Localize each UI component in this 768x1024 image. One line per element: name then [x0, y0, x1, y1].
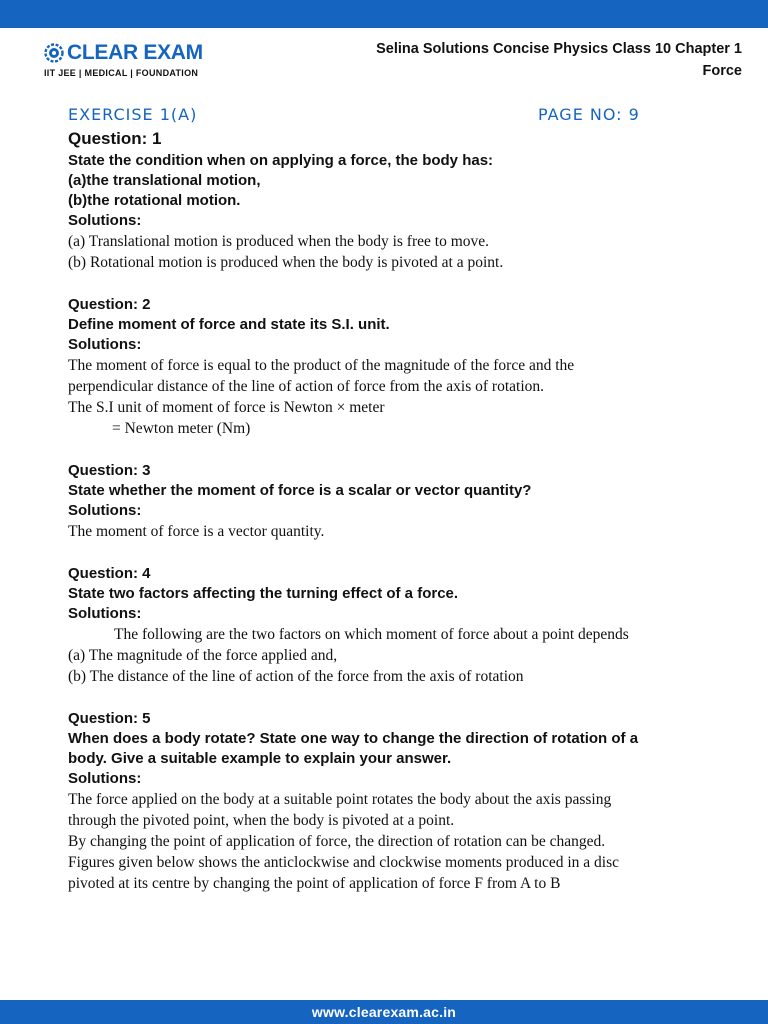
answer-line: = Newton meter (Nm) [112, 420, 251, 437]
question-3-label: Question: 3 [68, 462, 151, 479]
footer-url-link[interactable]: www.clearexam.ac.in [311, 1004, 457, 1020]
answer-line: The following are the two factors on which moment of force about a point depends [114, 626, 629, 643]
question-1-line: State the condition when on applying a force, the body has: [68, 152, 494, 169]
answer-line: (a) Translational motion is produced when the body is free to move. [68, 233, 490, 250]
answer-line: through the pivoted point, when the body is pivoted at a point. [68, 812, 455, 829]
question-4-label: Question: 4 [68, 565, 151, 582]
solutions-label: Solutions: [68, 502, 142, 519]
clear-exam-logo [44, 40, 204, 82]
answer-line: The force applied on the body at a suitable point rotates the body about the axis passing [68, 791, 612, 808]
answer-line: Figures given below shows the anticlockwise and clockwise moments produced in a disc [68, 854, 619, 871]
footer-bar [0, 1000, 768, 1024]
question-2-text: Define moment of force and state its S.I. unit. [68, 316, 390, 333]
answer-line: (b) Rotational motion is produced when the body is pivoted at a point. [68, 254, 504, 271]
title-line-1: Selina Solutions Concise Physics Class 10 Chapter 1 [376, 41, 742, 57]
answer-line: (a) The magnitude of the force applied and, [68, 647, 338, 664]
question-1-label: Question: 1 [68, 129, 162, 148]
question-4-text: State two factors affecting the turning effect of a force. [68, 585, 459, 602]
document-content [68, 127, 698, 894]
question-2-label: Question: 2 [68, 296, 151, 313]
logo-title: CLEAR EXAM [67, 41, 203, 64]
answer-line: perpendicular distance of the line of action of force from the axis of rotation. [68, 378, 545, 395]
solutions-label: Solutions: [68, 605, 142, 622]
question-1-line: (a)the translational motion, [68, 172, 261, 189]
answer-line: The moment of force is a vector quantity. [68, 523, 325, 540]
question-5-line: When does a body rotate? State one way to change the direction of rotation of a [68, 730, 639, 747]
title-line-2: Force [702, 63, 742, 79]
answer-line: (b) The distance of the line of action of the force from the axis of rotation [68, 668, 524, 685]
solutions-label: Solutions: [68, 212, 142, 229]
exercise-label: EXERCISE 1(A) [68, 105, 198, 124]
gear-globe-icon [44, 43, 64, 63]
answer-line: The moment of force is equal to the product of the magnitude of the force and the [68, 357, 575, 374]
question-5-label: Question: 5 [68, 710, 151, 727]
document-title [322, 38, 742, 82]
question-3-text: State whether the moment of force is a scalar or vector quantity? [68, 482, 532, 499]
solutions-label: Solutions: [68, 770, 142, 787]
answer-line: pivoted at its centre by changing the point of application of force F from A to B [68, 875, 561, 892]
answer-line: The S.I unit of moment of force is Newton × meter [68, 399, 385, 416]
solutions-label: Solutions: [68, 336, 142, 353]
question-1-line: (b)the rotational motion. [68, 192, 241, 209]
question-5-line: body. Give a suitable example to explain your answer. [68, 750, 452, 767]
page-number: PAGE NO: 9 [538, 105, 640, 124]
answer-line: By changing the point of application of force, the direction of rotation can be changed. [68, 833, 606, 850]
top-bar [0, 0, 768, 28]
logo-subtitle: IIT JEE | MEDICAL | FOUNDATION [44, 68, 199, 78]
